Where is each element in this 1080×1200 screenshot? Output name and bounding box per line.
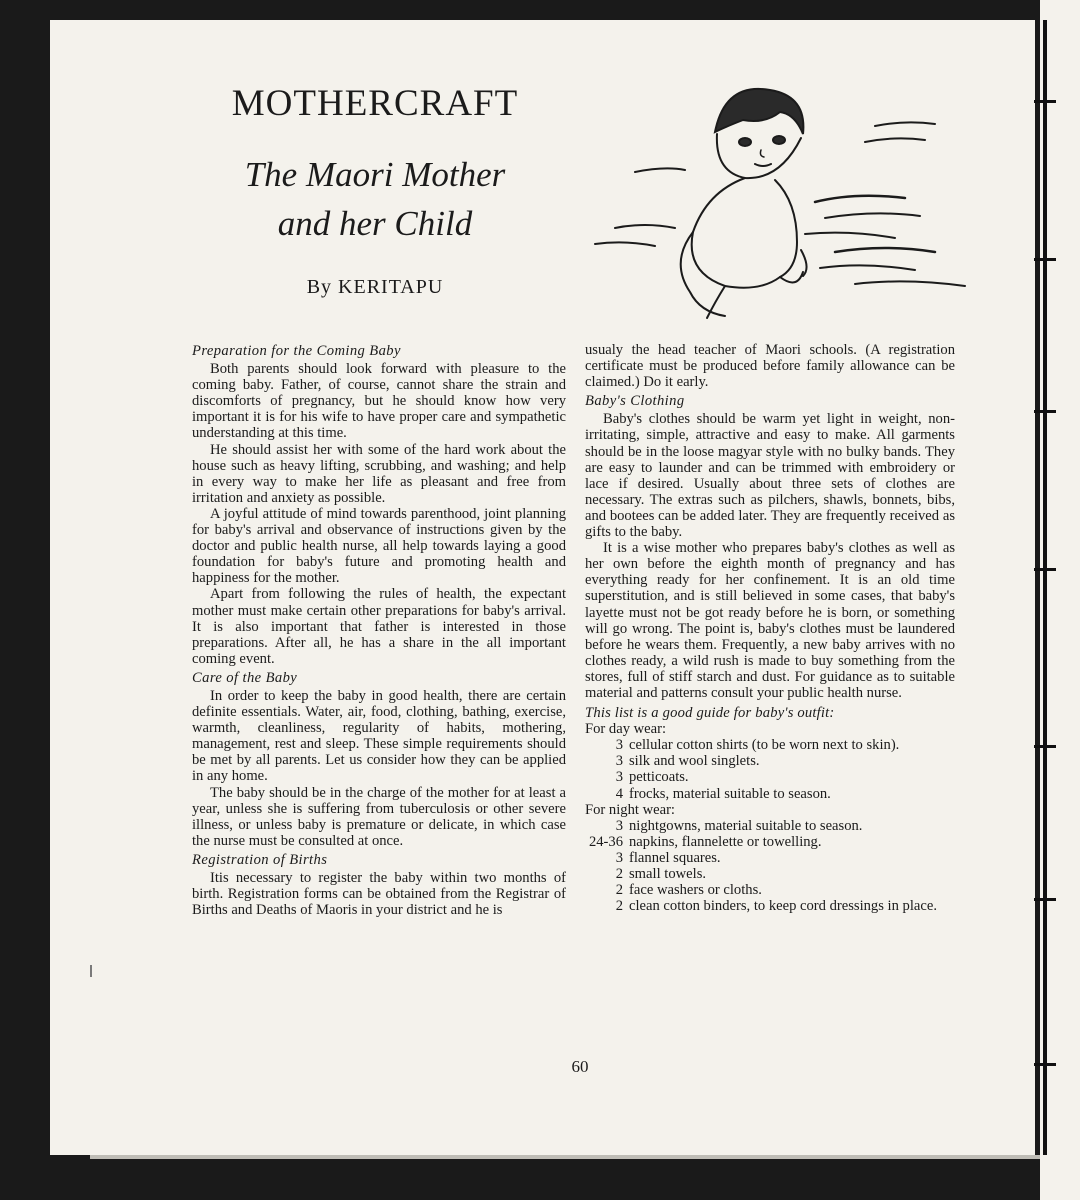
page-bottom-edge [90,1155,1040,1159]
item-text: face washers or cloths. [629,882,762,899]
day-wear-label: For day wear: [585,721,667,738]
section-heading-preparation: Preparation for the Coming Baby [192,343,401,359]
item-quantity: 2 [615,882,623,899]
list-item [585,769,955,785]
night-wear-label: For night wear: [585,801,675,818]
paragraph-continued: usualy the head teacher of Maori schools. (A registration certificate must be produced before family allowance can be claimed.) Do it early. [585,342,955,391]
item-text: clean cotton binders, to keep cord dressings in place. [629,898,937,915]
item-quantity: 2 [615,866,623,882]
paragraph: It is a wise mother who prepares baby's clothes as well as her own before the eighth month of pregnancy and has everything ready for her confinement. It is an old time superstitution, and is still believed in some cases, that baby's layette must not be got ready before he is born, or something will go wrong. The point is, baby's clothes must be laundered before he wears them. Frequently, a new baby arrives with no clothes ready, a wild rush is made to buy something from the stores, full of stiff starch and dust. For guidance as to suitable material and patterns consult your public health nurse. [585,540,955,701]
section-heading-clothing: Baby's Clothing [585,393,685,410]
list-item [585,834,955,850]
paragraph: Baby's clothes should be warm yet light in weight, non-irritating, simple, attractive and easy to make. All garments should be in the loose magyar style with no bulky bands. They are easy to launder and can be trimmed with embroidery or lace if desired. Usually about three sets of clothes are necessary. The extras such as pilchers, shawls, bonnets, bibs, and bootees can be added later. They are frequently received as gifts to the baby. [585,411,955,541]
outfit-list-heading: This list is a good guide for baby's outfit: [585,705,835,722]
item-text: frocks, material suitable to season. [629,785,831,802]
binding-mark [1034,410,1056,413]
section-heading-care: Care of the Baby [192,669,298,686]
item-text: flannel squares. [629,849,721,866]
item-quantity: 2 [615,898,623,915]
binding-mark [1034,1063,1056,1066]
binding-mark [1034,100,1056,103]
section-heading-registration: Registration of Births [192,851,328,868]
list-item [585,850,955,866]
paragraph: Itis necessary to register the baby within two months of birth. Registration forms can be obtained from the Registrar of Births and Deaths of Maoris in your district and he is [192,870,566,919]
left-column [192,340,566,918]
night-wear-list [585,818,955,915]
child-crouching-by-water-illustration [575,72,975,332]
paragraph: A joyful attitude of mind towards parenthood, joint planning for baby's arrival and observance of instructions given by the doctor and public health nurse, all help towards laying a good foundation for baby's future and promoting health and happiness for the mother. [192,505,566,587]
item-text: cellular cotton shirts (to be worn next to skin). [629,737,900,754]
paragraph: Apart from following the rules of health, the expectant mother must make certain other preparations for baby's arrival. It is also important that father is interested in those preparations. After all, he has a share in the all important coming event. [192,586,566,667]
list-item [585,737,955,753]
item-quantity: 3 [615,769,623,786]
paragraph: The baby should be in the charge of the mother for at least a year, unless she is suffering from tuberculosis or other severe illness, or unless baby is premature or delicate, in which case the nurse must be consulted at once. [192,784,566,849]
binding-mark [1034,745,1056,748]
binding-mark [1034,258,1056,261]
item-quantity: 3 [615,849,623,866]
paragraph: Both parents should look forward with pleasure to the coming baby. Father, of course, cannot share the strain and discomforts of pregnancy, but he should know how very important it is for his wife to have proper care and sympathetic understanding at this time. [192,361,566,442]
item-text: small towels. [629,866,707,882]
binding-line [1043,20,1047,1155]
item-text: nightgowns, material suitable to season. [629,817,863,834]
item-quantity: 24-36 [588,833,623,850]
list-item [585,753,955,769]
author-byline: By KERITAPU [306,276,444,298]
item-text: napkins, flannelette or towelling. [629,833,822,850]
item-quantity: 3 [615,737,623,754]
binding-mark [1034,568,1056,571]
article-subtitle [150,150,600,248]
subtitle-line-2: and her Child [277,204,473,243]
list-item [585,786,955,802]
margin-mark [90,965,92,977]
list-item [585,882,955,898]
binding-mark [1034,898,1056,901]
item-quantity: 3 [615,753,623,770]
paragraph: In order to keep the baby in good health, there are certain definite essentials. Water, air, food, clothing, bathing, exercise, warmth, cleanliness, regularity of habits, mothering, management, rest and sleep. These simple requirements should be met by all parents. Let us consider how they can be applied in any home. [192,687,566,785]
list-item [585,866,955,882]
page-number: 60 [571,1057,589,1076]
list-item [585,818,955,834]
item-quantity: 3 [615,817,623,834]
day-wear-list [585,737,955,801]
list-item [585,898,955,914]
item-text: silk and wool singlets. [629,753,760,770]
subtitle-line-1: The Maori Mother [244,155,506,194]
right-column [585,342,955,914]
article-title: MOTHERCRAFT [231,83,519,124]
paragraph: He should assist her with some of the hard work about the house such as heavy lifting, scrubbing, and washing; and help in every way to make her life as pleasant and free from irritation and anxiety as possible. [192,441,566,506]
item-text: petticoats. [629,769,689,786]
item-quantity: 4 [615,785,623,802]
